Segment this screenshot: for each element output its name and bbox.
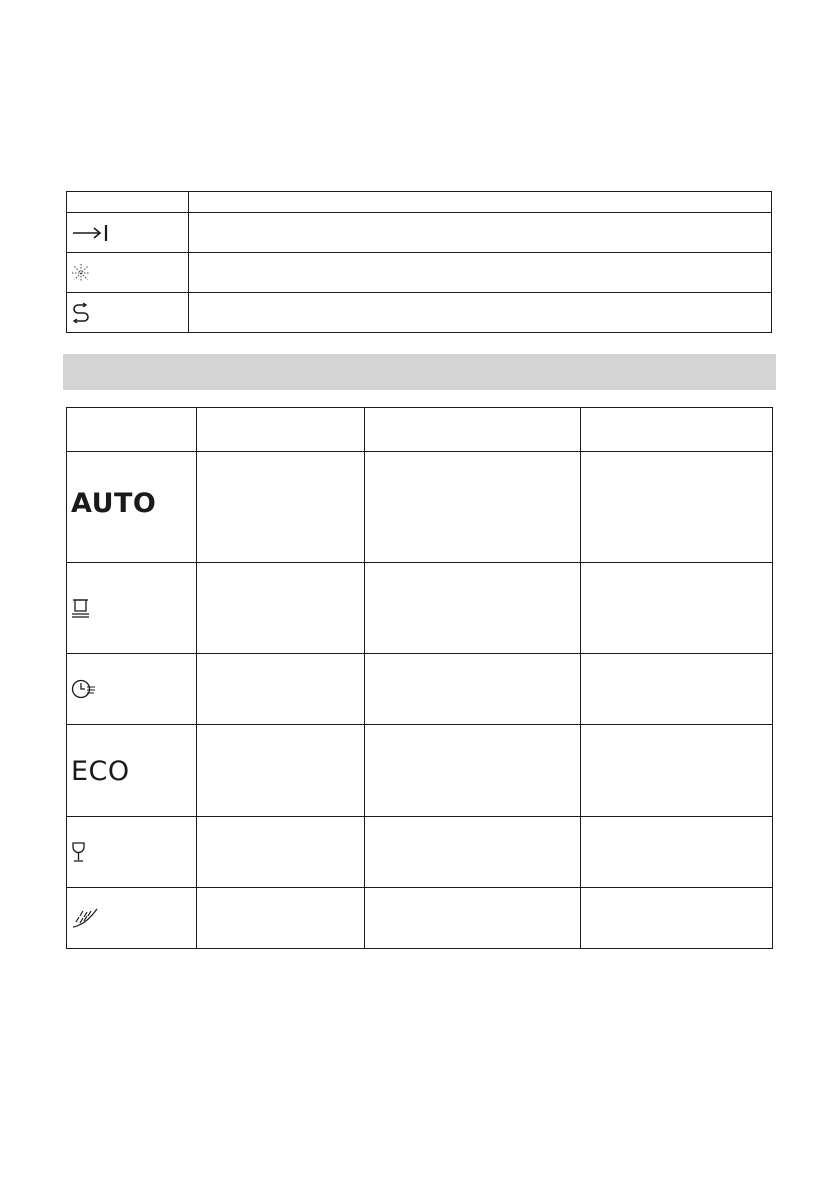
- rinse-hold-programme-icon: [71, 907, 101, 929]
- header-cell: [365, 408, 581, 452]
- programme-cell: [581, 452, 773, 563]
- indicator-header-cell: [67, 192, 189, 213]
- programme-cell: [197, 654, 365, 725]
- indicator-description-cell: [189, 213, 772, 253]
- machine-care-loop-icon: [71, 302, 91, 324]
- programme-cell: [365, 452, 581, 563]
- programmes-header-row: [67, 408, 773, 452]
- eco-programme-icon: ECO: [71, 756, 130, 787]
- indicator-icon-cell: [67, 213, 189, 253]
- programme-cell: [581, 817, 773, 888]
- glass-programme-icon: [71, 841, 87, 863]
- end-indicator-arrow-icon: [71, 223, 111, 243]
- programme-row: [67, 654, 773, 725]
- programme-row: [67, 817, 773, 888]
- programme-row: [67, 725, 773, 817]
- programme-cell: [365, 725, 581, 817]
- programme-cell: [365, 654, 581, 725]
- programme-cell: [365, 563, 581, 654]
- indicator-table-header: [67, 192, 772, 213]
- header-cell: [581, 408, 773, 452]
- programme-icon-cell: [67, 817, 197, 888]
- programme-row: [67, 452, 773, 563]
- indicator-icon-cell: [67, 293, 189, 333]
- programme-cell: [581, 654, 773, 725]
- section-heading-band: [63, 354, 776, 390]
- programme-icon-cell: [67, 725, 197, 817]
- pots-pans-programme-icon: [71, 596, 91, 620]
- programme-cell: [365, 817, 581, 888]
- programme-row: [67, 888, 773, 949]
- header-cell: [197, 408, 365, 452]
- programme-icon-cell: [67, 563, 197, 654]
- programme-cell: [581, 725, 773, 817]
- indicator-description-cell: [189, 293, 772, 333]
- auto-programme-icon: AUTO: [71, 487, 157, 519]
- indicator-row: [67, 213, 772, 253]
- indicator-description-cell: [189, 253, 772, 293]
- programmes-table: [66, 407, 773, 949]
- quick-clock-programme-icon: [71, 677, 97, 701]
- indicator-icon-cell: [67, 253, 189, 293]
- header-cell: [67, 408, 197, 452]
- programme-cell: [581, 563, 773, 654]
- programme-icon-cell: [67, 452, 197, 563]
- programme-cell: [365, 888, 581, 949]
- programme-icon-cell: [67, 888, 197, 949]
- programme-cell: [197, 563, 365, 654]
- indicator-header-cell: [189, 192, 772, 213]
- programme-cell: [197, 725, 365, 817]
- programme-cell: [197, 888, 365, 949]
- indicator-table: [66, 191, 772, 333]
- rinse-aid-sparkle-icon: [71, 263, 91, 283]
- indicator-row: [67, 293, 772, 333]
- programme-row: [67, 563, 773, 654]
- programme-cell: [581, 888, 773, 949]
- programme-icon-cell: [67, 654, 197, 725]
- programme-cell: [197, 452, 365, 563]
- indicator-row: [67, 253, 772, 293]
- programme-cell: [197, 817, 365, 888]
